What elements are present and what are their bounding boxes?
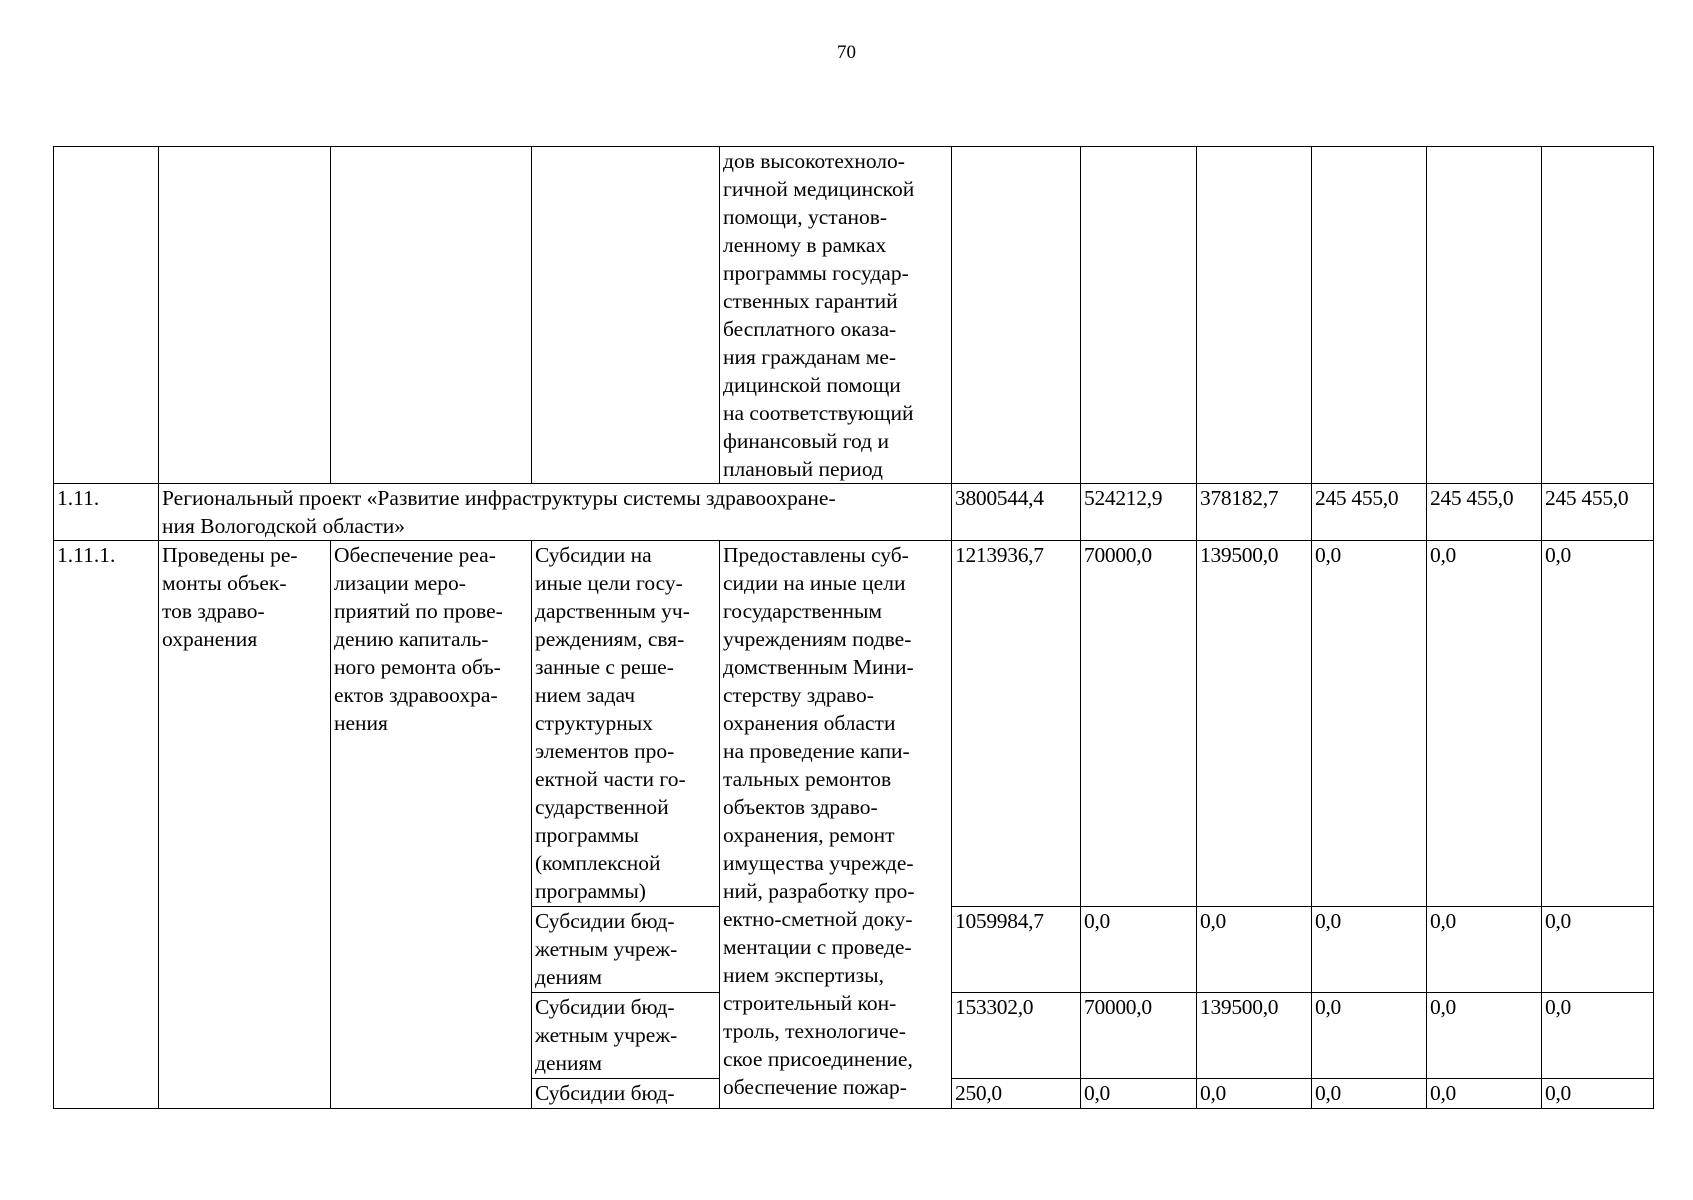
cell-project-title: Региональный проект «Развитие инфраструктуры системы здравоохране- ния Вологодской области» [159, 484, 952, 541]
cell-empty [1197, 147, 1312, 484]
continuation-row [54, 147, 1654, 484]
item-row [54, 541, 1654, 907]
cell-value-total: 153302,0 [952, 993, 1081, 1079]
cell-value-year: 70000,0 [1081, 993, 1197, 1079]
cell-empty [54, 147, 159, 484]
cell-item-result: Предоставлены суб- сидии на иные цели государственным учреждениям подве- домственным Мини- стерству здраво- охранения области на проведение капи- тальных ремонтов объектов здраво- охранения, ремонт имущества учрежде- ний, разработку про- ектно-сметной доку- ментации с проведе- нием экспертизы, строительный кон- троль, технологиче- ское присоединение, обеспечение пожар- [720, 541, 952, 1109]
cell-value-year: 0,0 [1081, 1079, 1197, 1109]
cell-empty [1542, 147, 1654, 484]
cell-item-number: 1.11.1. [54, 541, 159, 1109]
cell-empty [331, 147, 532, 484]
cell-empty [532, 147, 720, 484]
cell-value-year: 524212,9 [1081, 484, 1197, 541]
cell-value-year: 70000,0 [1081, 541, 1197, 907]
cell-value-year: 139500,0 [1197, 993, 1312, 1079]
cell-funding-type: Субсидии бюд- жетным учреж- дениям [532, 993, 720, 1079]
cell-value-year: 0,0 [1081, 907, 1197, 993]
cell-value-year: 0,0 [1427, 993, 1542, 1079]
cell-value-year: 245 455,0 [1312, 484, 1427, 541]
cell-value-year: 0,0 [1312, 541, 1427, 907]
page-number: 70 [837, 42, 856, 63]
cell-value-year: 0,0 [1312, 993, 1427, 1079]
cell-result-continuation: дов высокотехноло- гичной медицинской помощи, установ- ленному в рамках программы государ- ственных гарантий бесплатного оказа- ния гражданам ме- дицинской помощи на соответствующий финансовый год и плановый период [720, 147, 952, 484]
cell-value-total: 1213936,7 [952, 541, 1081, 907]
cell-value-year: 0,0 [1542, 541, 1654, 907]
project-row [54, 484, 1654, 541]
cell-value-year: 245 455,0 [1542, 484, 1654, 541]
cell-value-year: 245 455,0 [1427, 484, 1542, 541]
cell-value-year: 139500,0 [1197, 541, 1312, 907]
cell-value-year: 0,0 [1312, 1079, 1427, 1109]
cell-project-number: 1.11. [54, 484, 159, 541]
cell-value-total: 3800544,4 [952, 484, 1081, 541]
cell-value-year: 0,0 [1312, 907, 1427, 993]
cell-item-task: Проведены ре- монты объек- тов здраво- охранения [159, 541, 331, 1109]
cell-empty [1427, 147, 1542, 484]
cell-value-year: 378182,7 [1197, 484, 1312, 541]
cell-funding-type: Субсидии бюд- жетным учреж- дениям [532, 907, 720, 993]
cell-empty [1081, 147, 1197, 484]
cell-item-measure: Обеспечение реа- лизации меро- приятий по прове- дению капиталь- ного ремонта объ- ектов здравоохра- нения [331, 541, 532, 1109]
cell-empty [952, 147, 1081, 484]
cell-value-year: 0,0 [1197, 1079, 1312, 1109]
budget-table [53, 146, 1654, 1109]
cell-value-year: 0,0 [1427, 907, 1542, 993]
cell-value-year: 0,0 [1197, 907, 1312, 993]
cell-empty [1312, 147, 1427, 484]
cell-empty [159, 147, 331, 484]
cell-value-year: 0,0 [1542, 1079, 1654, 1109]
cell-value-year: 0,0 [1427, 541, 1542, 907]
cell-value-total: 1059984,7 [952, 907, 1081, 993]
cell-funding-type: Субсидии на иные цели госу- дарственным уч- реждениям, свя- занные с реше- нием задач структурных элементов про- ектной части го- сударственной программы (комплексной программы) [532, 541, 720, 907]
cell-value-total: 250,0 [952, 1079, 1081, 1109]
cell-value-year: 0,0 [1427, 1079, 1542, 1109]
cell-funding-type: Субсидии бюд- [532, 1079, 720, 1109]
cell-value-year: 0,0 [1542, 993, 1654, 1079]
cell-value-year: 0,0 [1542, 907, 1654, 993]
